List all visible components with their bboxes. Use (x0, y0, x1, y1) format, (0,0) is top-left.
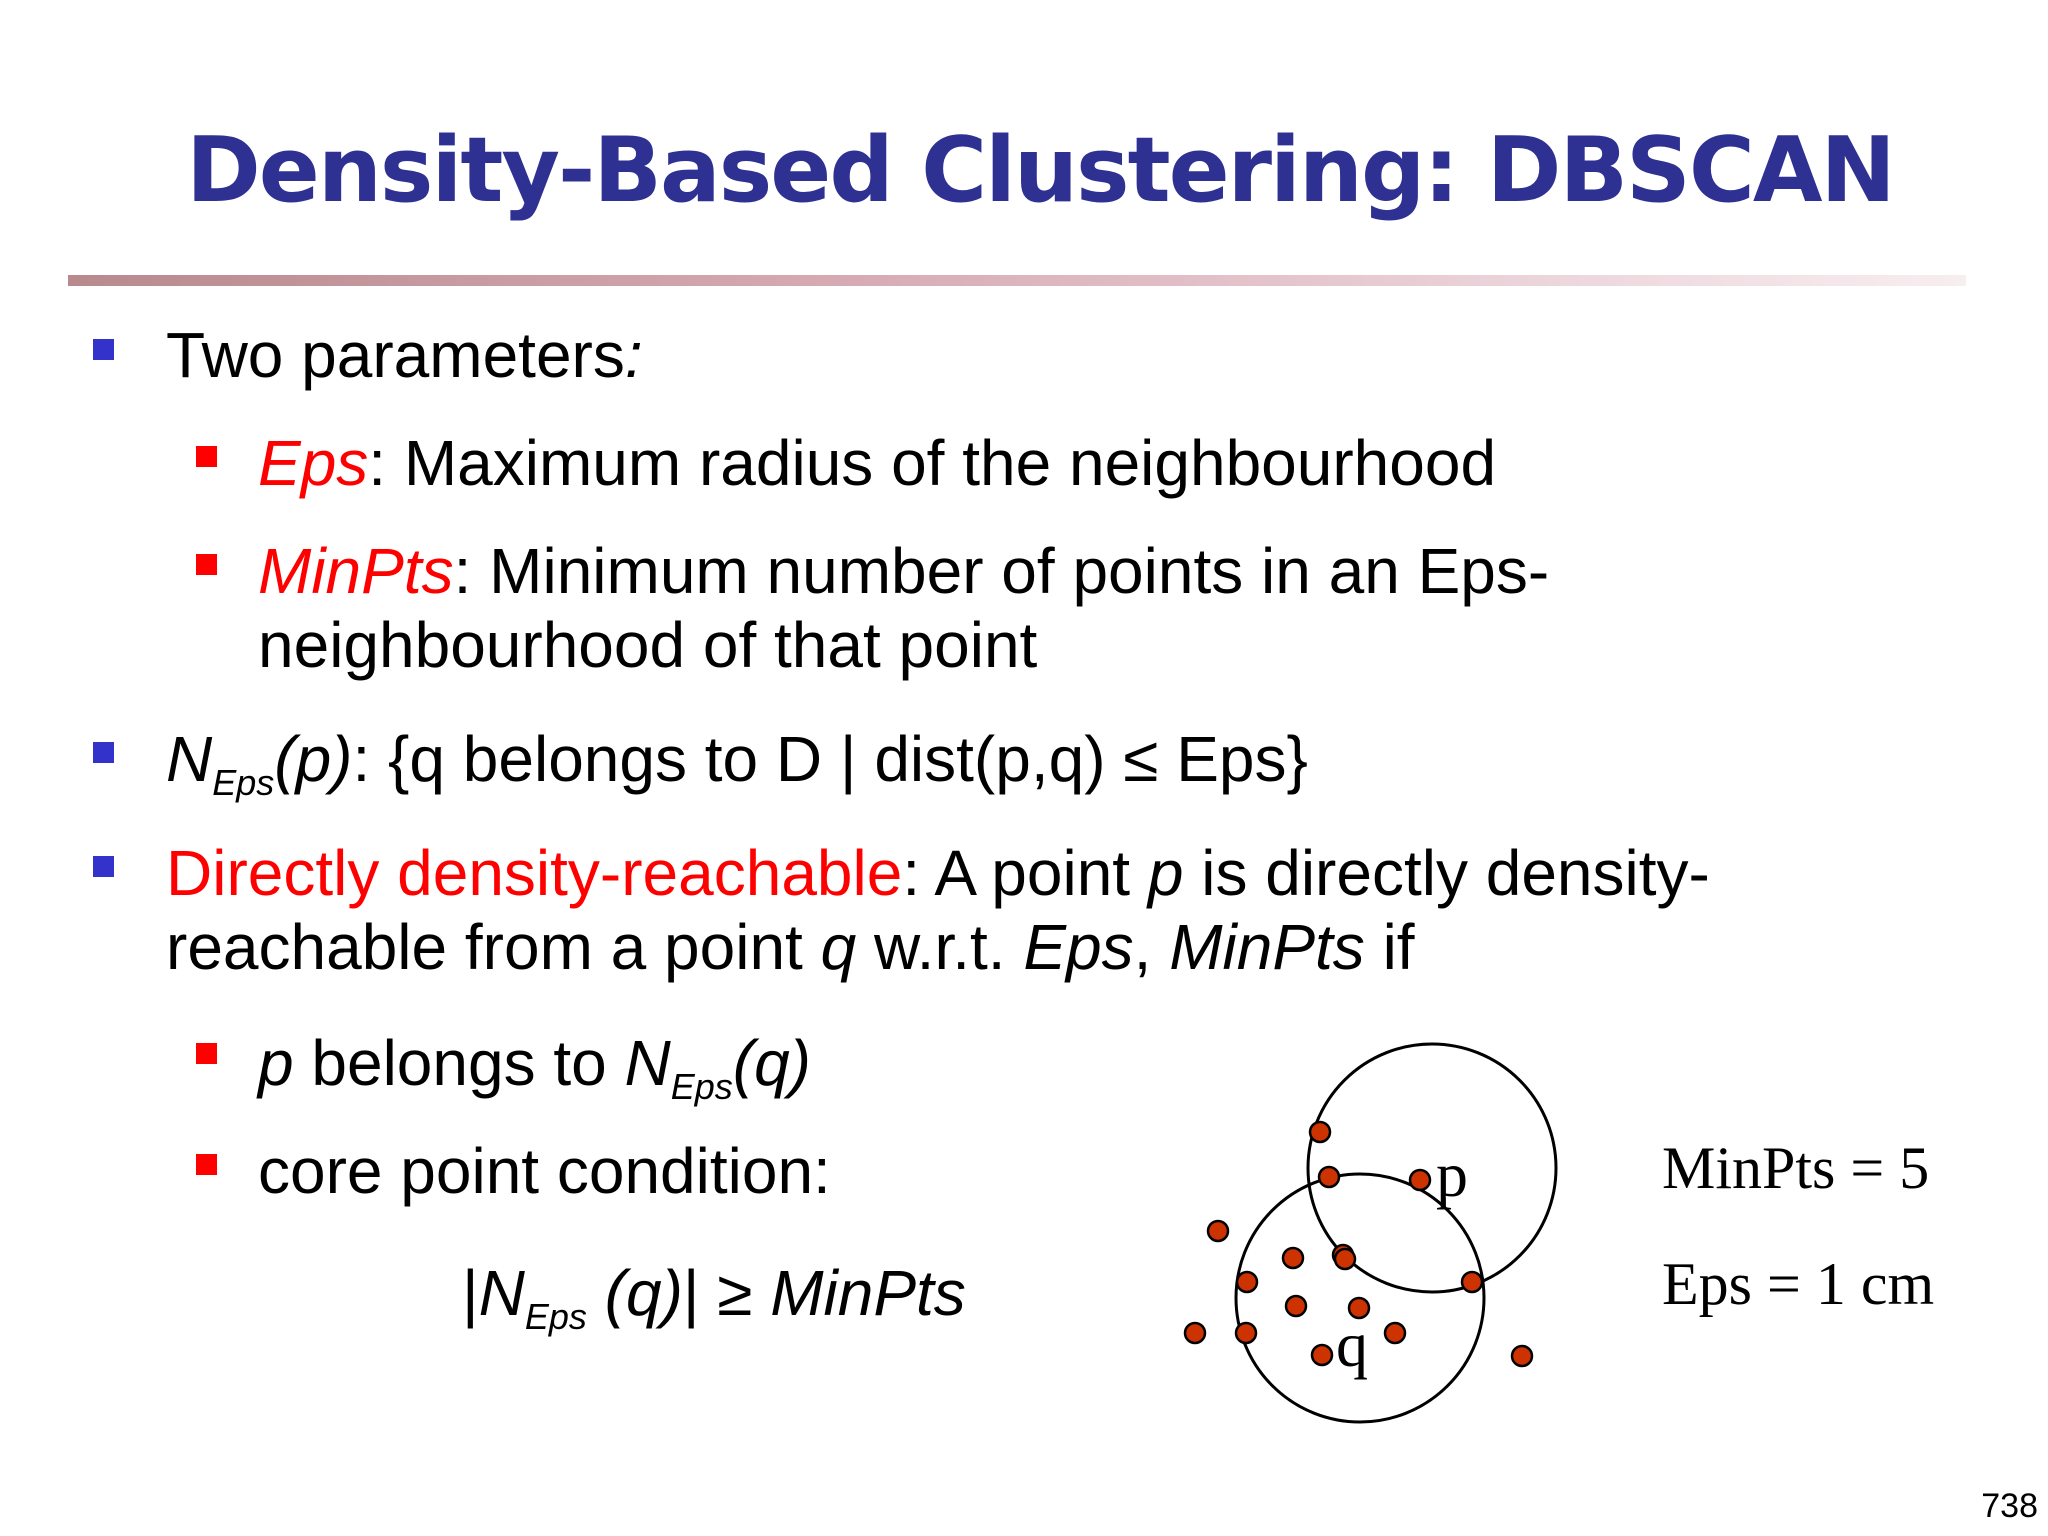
text-run: is directly density- (1183, 837, 1710, 909)
text-run: w.r.t. (856, 911, 1024, 983)
data-point (1237, 1272, 1257, 1292)
neps-subscript: Eps (212, 762, 275, 803)
neps-arg: (p) (274, 723, 353, 795)
sub-bullet-minpts-line2: neighbourhood of that point (258, 609, 1038, 681)
term-directly-density-reachable: Directly density-reachable (166, 837, 903, 909)
bullet-colon: : (624, 319, 643, 391)
data-point (1286, 1296, 1306, 1316)
data-point (1185, 1323, 1205, 1343)
text-run: if (1364, 911, 1415, 983)
bullet-text: Two parameters (166, 319, 625, 391)
var-p: p (258, 1027, 294, 1099)
data-point (1236, 1323, 1256, 1343)
text-run: , (1133, 911, 1170, 983)
eps-definition: : Maximum radius of the neighbourhood (368, 427, 1497, 499)
minpts-value-label: MinPts = 5 (1662, 1135, 1930, 1201)
eps-value-label: Eps = 1 cm (1662, 1251, 1935, 1317)
minpts-definition: : Minimum number of points in an Eps- (453, 535, 1550, 607)
neps-set: : {q belongs to D | dist(p,q) ≤ Eps} (352, 723, 1308, 795)
var-p: p (1147, 837, 1184, 909)
term-minpts: MinPts (258, 535, 454, 607)
var-q: q (820, 911, 857, 983)
text-run: reachable from a point (166, 911, 821, 983)
text-run: belongs to (293, 1027, 625, 1099)
term-eps: Eps (258, 427, 369, 499)
data-point (1462, 1272, 1482, 1292)
data-point (1335, 1249, 1355, 1269)
text-run: | (462, 1257, 479, 1329)
neps-arg: (q) (732, 1027, 811, 1099)
neps-n: N (166, 723, 213, 795)
label-p: p (1436, 1139, 1468, 1210)
text-run: | ≥ (682, 1257, 771, 1329)
var-minpts: MinPts (770, 1257, 966, 1329)
point-p (1410, 1170, 1430, 1190)
neps-n: N (624, 1027, 671, 1099)
data-point (1310, 1122, 1330, 1142)
slide-title: Density-Based Clustering: DBSCAN (186, 118, 1894, 223)
point-q (1312, 1345, 1332, 1365)
label-q: q (1336, 1309, 1368, 1380)
data-point (1283, 1248, 1303, 1268)
text-run: : A point (902, 837, 1148, 909)
neps-n: N (478, 1257, 525, 1329)
sub-bullet-core-point: core point condition: (258, 1135, 831, 1207)
neps-subscript: Eps (670, 1066, 733, 1107)
var-minpts: MinPts (1169, 911, 1365, 983)
page-number: 738 (1981, 1487, 2038, 1525)
data-point (1208, 1221, 1228, 1241)
var-eps: Eps (1023, 911, 1134, 983)
data-point (1512, 1346, 1532, 1366)
neps-subscript: Eps (524, 1296, 587, 1337)
data-point (1319, 1167, 1339, 1187)
data-point (1385, 1323, 1405, 1343)
neps-arg: (q) (586, 1257, 683, 1329)
